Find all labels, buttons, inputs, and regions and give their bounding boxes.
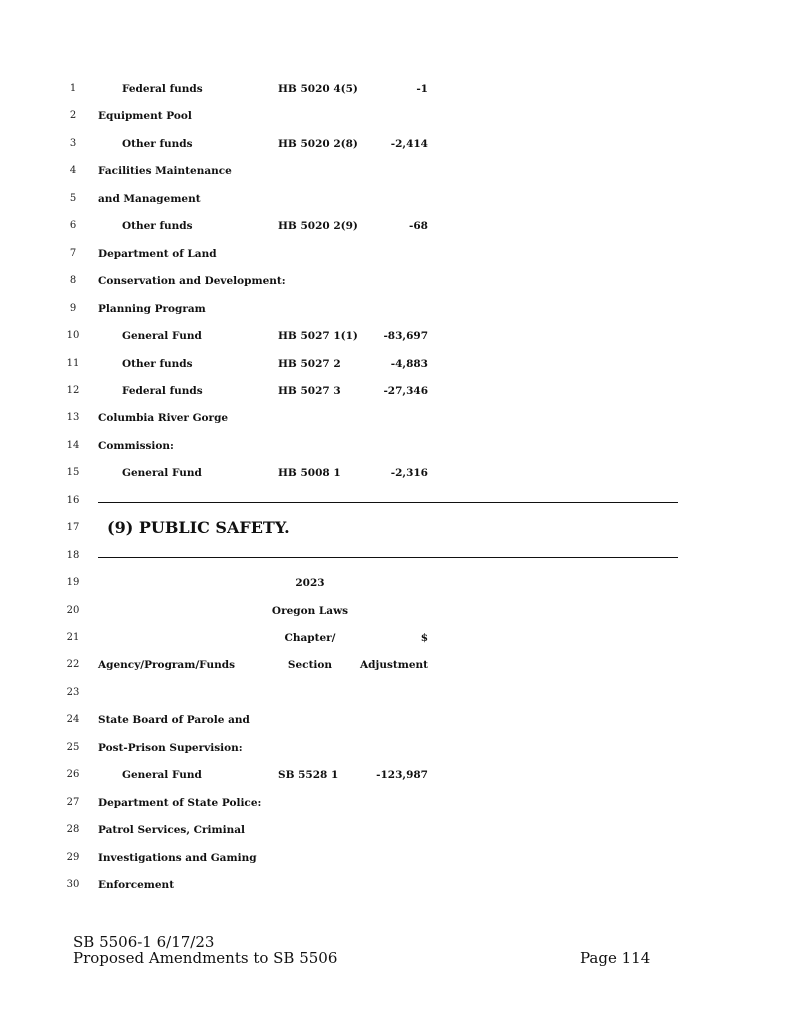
document-line <box>0 355 800 373</box>
agency-program-label: Post-Prison Supervision: <box>98 741 243 754</box>
line-number: 16 <box>66 494 80 506</box>
footer-page-number: Page 114 <box>580 949 651 967</box>
line-number: 3 <box>69 137 77 149</box>
column-header-text: Oregon Laws <box>271 604 349 617</box>
document-line <box>0 821 800 839</box>
column-header-text: Chapter/ <box>284 632 336 644</box>
agency-program-label: Agency/Program/Funds <box>98 659 235 672</box>
document-line <box>0 437 800 455</box>
line-number: 7 <box>69 247 77 259</box>
line-number: 30 <box>66 879 80 891</box>
section-rule <box>98 557 678 558</box>
document-line <box>0 547 800 565</box>
line-number: 23 <box>66 686 80 698</box>
agency-program-label: and Management <box>98 192 201 205</box>
law-chapter-section: HB 5027 3 <box>278 384 341 397</box>
document-line <box>0 409 800 427</box>
line-number: 27 <box>66 796 80 808</box>
document-line <box>0 464 800 482</box>
line-number: 9 <box>69 302 77 314</box>
footer-title: Proposed Amendments to SB 5506 <box>73 949 338 967</box>
line-number: 25 <box>66 741 80 753</box>
line-number: 11 <box>66 357 80 369</box>
document-line <box>0 327 800 345</box>
document-line <box>0 162 800 180</box>
line-number: 4 <box>69 165 77 177</box>
line-number: 8 <box>69 275 77 287</box>
document-line <box>0 245 800 263</box>
agency-program-label: Facilities Maintenance <box>98 165 232 178</box>
line-number: 29 <box>66 851 80 863</box>
line-number: 24 <box>66 714 80 726</box>
line-number: 22 <box>66 659 80 671</box>
section-rule <box>98 502 678 503</box>
agency-program-label: Investigations and Gaming <box>98 851 257 864</box>
line-number: 12 <box>66 384 80 396</box>
agency-program-label: Conservation and Development: <box>98 275 286 288</box>
document-line <box>0 190 800 208</box>
agency-program-label: Department of Land <box>98 247 217 260</box>
line-number: 28 <box>66 824 80 836</box>
column-header-text: Section <box>287 659 333 672</box>
document-line <box>0 876 800 894</box>
law-chapter-section: HB 5020 2(9) <box>278 220 358 233</box>
fund-label: General Fund <box>122 330 202 343</box>
document-line <box>0 684 800 702</box>
adjustment-amount: -1 <box>416 83 428 95</box>
line-number: 19 <box>66 577 80 589</box>
document-line <box>0 849 800 867</box>
law-chapter-section: SB 5528 1 <box>278 769 339 782</box>
law-chapter-section: HB 5020 4(5) <box>278 83 358 95</box>
adjustment-amount: -2,414 <box>390 137 428 150</box>
document-line <box>0 766 800 784</box>
document-line <box>0 574 800 592</box>
adjustment-amount: -2,316 <box>390 467 428 480</box>
adjustment-amount: -4,883 <box>390 357 428 370</box>
column-header-text: 2023 <box>295 577 325 590</box>
line-number: 13 <box>66 412 80 424</box>
line-number: 2 <box>69 110 77 122</box>
document-line <box>0 629 800 647</box>
document-line <box>0 602 800 620</box>
adjustment-amount: -27,346 <box>383 384 428 397</box>
document-line <box>0 656 800 674</box>
adjustment-amount: -83,697 <box>383 330 428 343</box>
fund-label: Other funds <box>122 220 193 233</box>
agency-program-label: Equipment Pool <box>98 110 192 123</box>
line-number: 17 <box>66 522 80 534</box>
document-line <box>0 272 800 290</box>
line-number: 15 <box>66 467 80 479</box>
line-number: 1 <box>69 83 77 94</box>
adjustment-amount: $ <box>420 632 428 644</box>
agency-program-label: Columbia River Gorge <box>98 412 229 425</box>
line-number: 21 <box>66 632 80 643</box>
agency-program-label: Patrol Services, Criminal <box>98 824 246 837</box>
agency-program-label: Commission: <box>98 439 174 452</box>
fund-label: Federal funds <box>122 384 203 397</box>
line-number: 10 <box>66 330 80 342</box>
line-number: 6 <box>69 220 77 232</box>
adjustment-amount: -123,987 <box>376 769 428 782</box>
line-number: 5 <box>69 192 77 204</box>
document-line <box>0 739 800 757</box>
agency-program-label: Enforcement <box>98 879 175 892</box>
footer-bill-date: SB 5506-1 6/17/23 <box>73 933 215 951</box>
document-line <box>0 711 800 729</box>
document-line <box>0 382 800 400</box>
line-number: 18 <box>66 549 80 561</box>
adjustment-amount: -68 <box>409 220 428 233</box>
agency-program-label: Department of State Police: <box>98 796 262 809</box>
document-line <box>0 135 800 153</box>
agency-program-label: Planning Program <box>98 302 206 315</box>
fund-label: Other funds <box>122 137 193 150</box>
law-chapter-section: HB 5027 2 <box>278 357 341 370</box>
section-heading: (9) PUBLIC SAFETY. <box>107 518 290 538</box>
fund-label: General Fund <box>122 467 202 480</box>
document-line <box>0 794 800 812</box>
agency-program-label: State Board of Parole and <box>98 714 250 727</box>
document-line <box>0 107 800 125</box>
line-number: 14 <box>66 439 80 451</box>
document-line <box>0 217 800 235</box>
document-line <box>0 492 800 510</box>
law-chapter-section: HB 5020 2(8) <box>278 137 358 150</box>
fund-label: Federal funds <box>122 83 203 95</box>
law-chapter-section: HB 5027 1(1) <box>278 330 358 343</box>
fund-label: Other funds <box>122 357 193 370</box>
line-number: 26 <box>66 769 80 781</box>
line-number: 20 <box>66 604 80 616</box>
law-chapter-section: HB 5008 1 <box>278 467 341 480</box>
document-line <box>0 300 800 318</box>
fund-label: General Fund <box>122 769 202 782</box>
document-line <box>0 519 800 537</box>
document-line <box>0 80 800 98</box>
adjustment-amount: Adjustment <box>360 659 428 672</box>
